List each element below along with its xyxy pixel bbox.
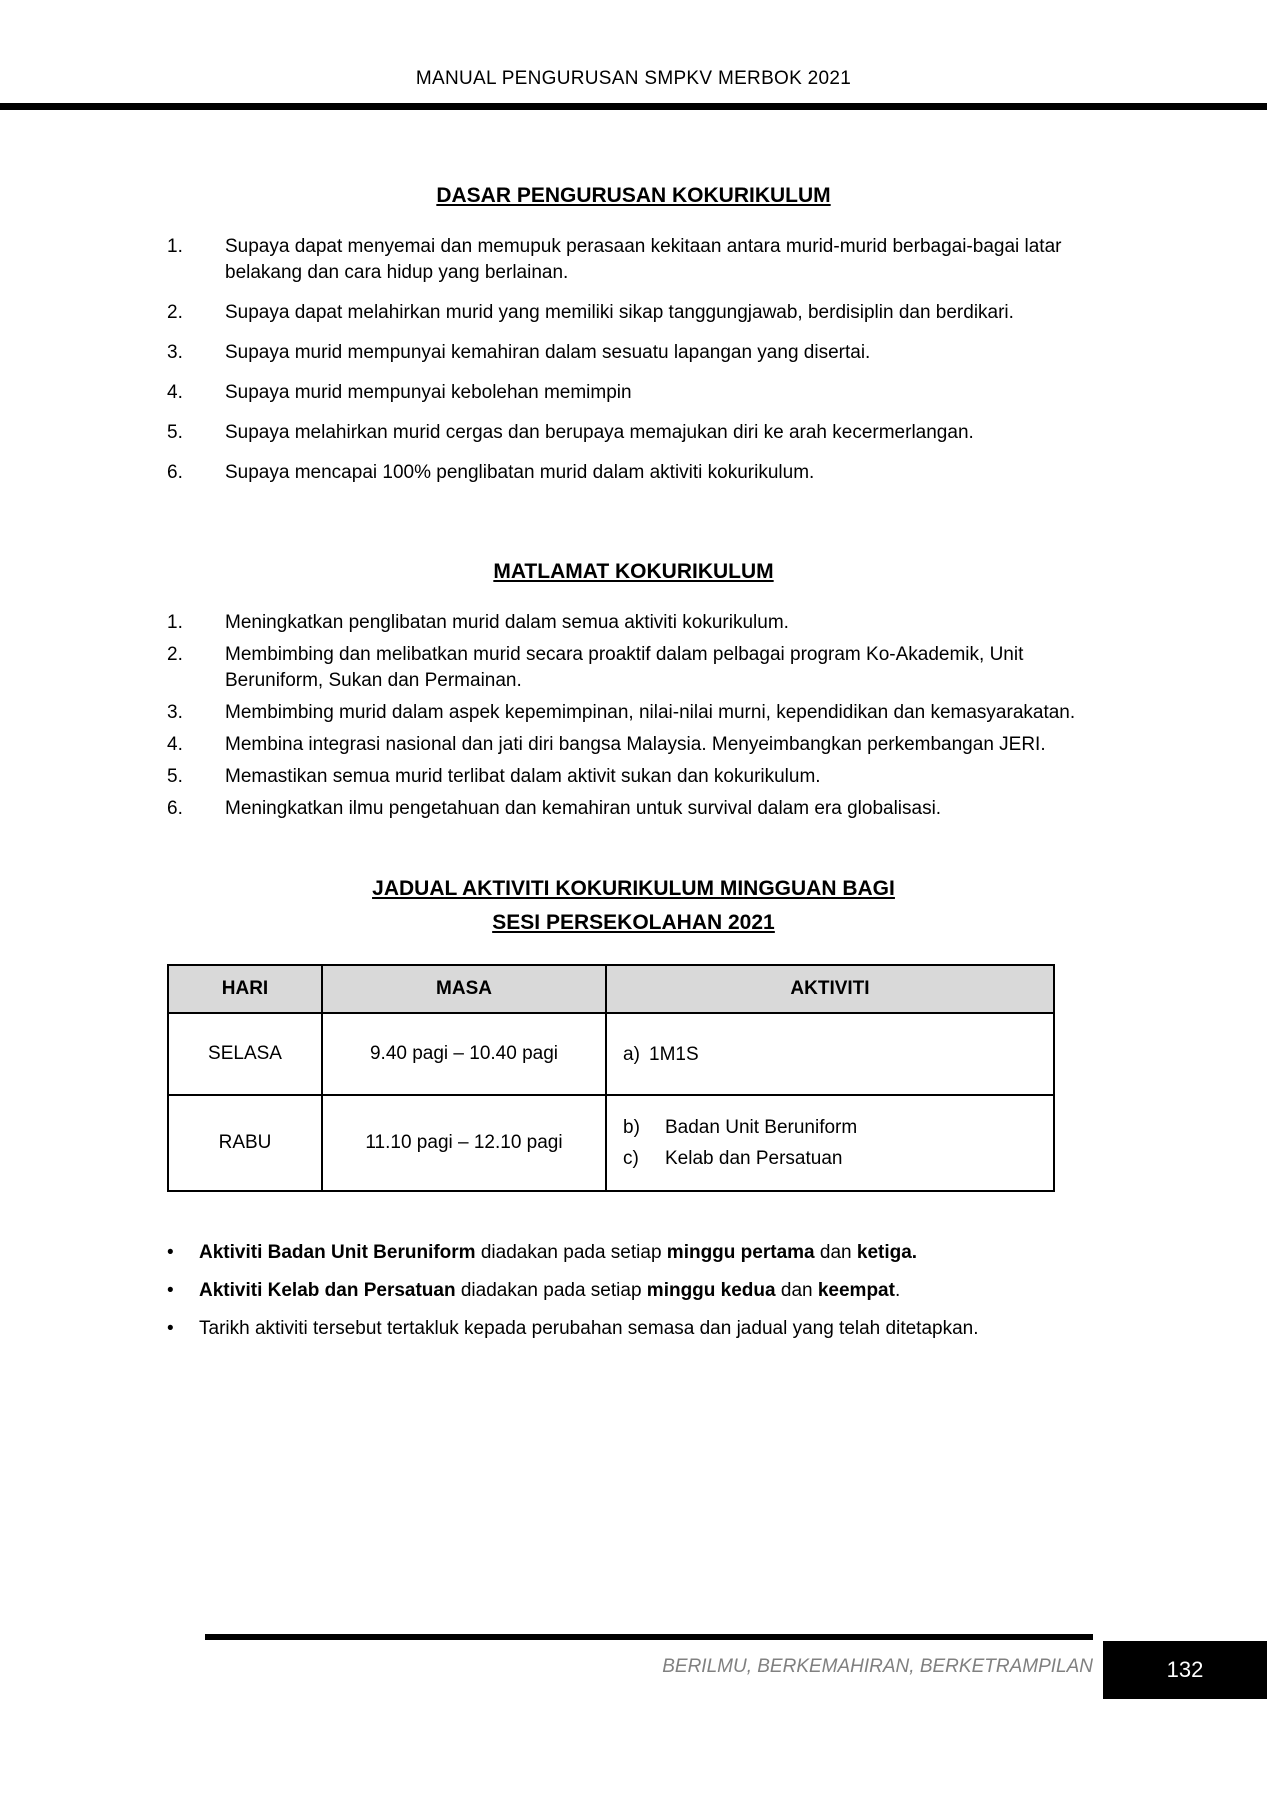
section-title-matlamat: MATLAMAT KOKURIKULUM <box>493 560 774 583</box>
list-item-text: Supaya murid mempunyai kebolehan memimpin <box>225 382 632 403</box>
list-item-text: Membimbing murid dalam aspek kepemimpinan, nilai-nilai murni, kependidikan dan kemasyarakatan. <box>225 702 1076 723</box>
page-number: 132 <box>1166 1657 1204 1682</box>
list-item-text: Supaya dapat menyemai dan memupuk perasaan kekitaan antara murid-murid berbagai-bagai latar belakang dan cara hidup yang berlainan. <box>225 236 1062 283</box>
list-item-text: Supaya melahirkan murid cergas dan berupaya memajukan diri ke arah kecermerlangan. <box>225 422 974 443</box>
note-item <box>167 1316 1100 1342</box>
list-item <box>167 460 1100 486</box>
list-item <box>167 642 1100 694</box>
header-rule <box>0 103 1267 110</box>
list-item-number: 4. <box>167 734 183 755</box>
schedule-title-line1: JADUAL AKTIVITI KOKURIKULUM MINGGUAN BAGI <box>372 877 895 900</box>
activity-text: Badan Unit Beruniform <box>665 1117 858 1138</box>
activity-label: c) <box>623 1148 639 1169</box>
matlamat-list <box>167 610 1100 822</box>
list-item-number: 1. <box>167 236 183 257</box>
schedule-table-wrap <box>167 964 1267 1192</box>
bullet-marker: • <box>167 1280 174 1301</box>
header-title: MANUAL PENGURUSAN SMPKV MERBOK 2021 <box>415 68 852 89</box>
note-item <box>167 1240 1100 1266</box>
cell-time: 11.10 pagi – 12.10 pagi <box>322 1095 606 1191</box>
list-item-text: Membimbing dan melibatkan murid secara proaktif dalam pelbagai program Ko-Akademik, Unit Beruniform, Sukan dan Permainan. <box>225 644 1024 691</box>
list-item <box>167 764 1100 790</box>
bullet-marker: • <box>167 1242 174 1263</box>
list-item-number: 1. <box>167 612 183 633</box>
activity-label: a) <box>623 1043 640 1065</box>
list-item <box>167 610 1100 636</box>
list-item-number: 5. <box>167 422 183 443</box>
list-item-number: 4. <box>167 382 183 403</box>
list-item <box>167 796 1100 822</box>
table-header-masa: MASA <box>322 965 606 1013</box>
activity-text: Kelab dan Persatuan <box>665 1148 843 1169</box>
footer-motto: BERILMU, BERKEMAHIRAN, BERKETRAMPILAN <box>662 1656 1093 1677</box>
schedule-title-line2: SESI PERSEKOLAHAN 2021 <box>492 911 775 934</box>
notes-list <box>167 1240 1100 1342</box>
dasar-list <box>167 234 1100 486</box>
cell-day: RABU <box>168 1095 322 1191</box>
note-text: Aktiviti Kelab dan Persatuan diadakan pada setiap minggu kedua dan keempat. <box>199 1280 901 1301</box>
list-item-text: Membina integrasi nasional dan jati diri bangsa Malaysia. Menyeimbangkan perkembangan JERI. <box>225 734 1046 755</box>
activity-label: b) <box>623 1117 640 1138</box>
page-number-box <box>1103 1641 1267 1699</box>
list-item-number: 3. <box>167 702 183 723</box>
bullet-marker: • <box>167 1318 174 1339</box>
table-row <box>168 1095 1054 1191</box>
list-item <box>167 234 1100 286</box>
list-item-text: Meningkatkan ilmu pengetahuan dan kemahiran untuk survival dalam era globalisasi. <box>225 798 942 819</box>
table-row <box>168 1013 1054 1095</box>
list-item-text: Memastikan semua murid terlibat dalam aktivit sukan dan kokurikulum. <box>225 766 821 787</box>
table-header-hari: HARI <box>168 965 322 1013</box>
activity-line <box>623 1143 1052 1174</box>
list-item <box>167 340 1100 366</box>
list-item-number: 2. <box>167 302 183 323</box>
note-text: Aktiviti Badan Unit Beruniform diadakan pada setiap minggu pertama dan ketiga. <box>199 1242 918 1263</box>
activity-text: 1M1S <box>649 1043 699 1065</box>
list-item <box>167 300 1100 326</box>
schedule-table <box>167 964 1055 1192</box>
list-item <box>167 380 1100 406</box>
cell-activity <box>606 1013 1054 1095</box>
table-header-aktiviti: AKTIVITI <box>606 965 1054 1013</box>
list-item <box>167 700 1100 726</box>
note-item <box>167 1278 1100 1304</box>
table-header-row <box>168 965 1054 1013</box>
list-item-number: 6. <box>167 798 183 819</box>
list-item-text: Supaya murid mempunyai kemahiran dalam sesuatu lapangan yang disertai. <box>225 342 871 363</box>
list-item-text: Supaya mencapai 100% penglibatan murid dalam aktiviti kokurikulum. <box>225 462 815 483</box>
list-item-number: 3. <box>167 342 183 363</box>
list-item <box>167 420 1100 446</box>
cell-day: SELASA <box>168 1013 322 1095</box>
list-item-text: Meningkatkan penglibatan murid dalam semua aktiviti kokurikulum. <box>225 612 789 633</box>
footer-rule <box>205 1634 1093 1640</box>
section-title-jadual <box>0 872 1267 940</box>
section-title-dasar: DASAR PENGURUSAN KOKURIKULUM <box>436 184 831 207</box>
cell-time: 9.40 pagi – 10.40 pagi <box>322 1013 606 1095</box>
list-item-number: 5. <box>167 766 183 787</box>
list-item-text: Supaya dapat melahirkan murid yang memiliki sikap tanggungjawab, berdisiplin dan berdikari. <box>225 302 1014 323</box>
note-text: Tarikh aktiviti tersebut tertakluk kepada perubahan semasa dan jadual yang telah ditetapkan. <box>199 1318 979 1339</box>
activity-line <box>623 1039 1052 1070</box>
list-item-number: 6. <box>167 462 183 483</box>
list-item-number: 2. <box>167 644 183 665</box>
cell-activity <box>606 1095 1054 1191</box>
list-item <box>167 732 1100 758</box>
activity-line <box>623 1112 1052 1143</box>
